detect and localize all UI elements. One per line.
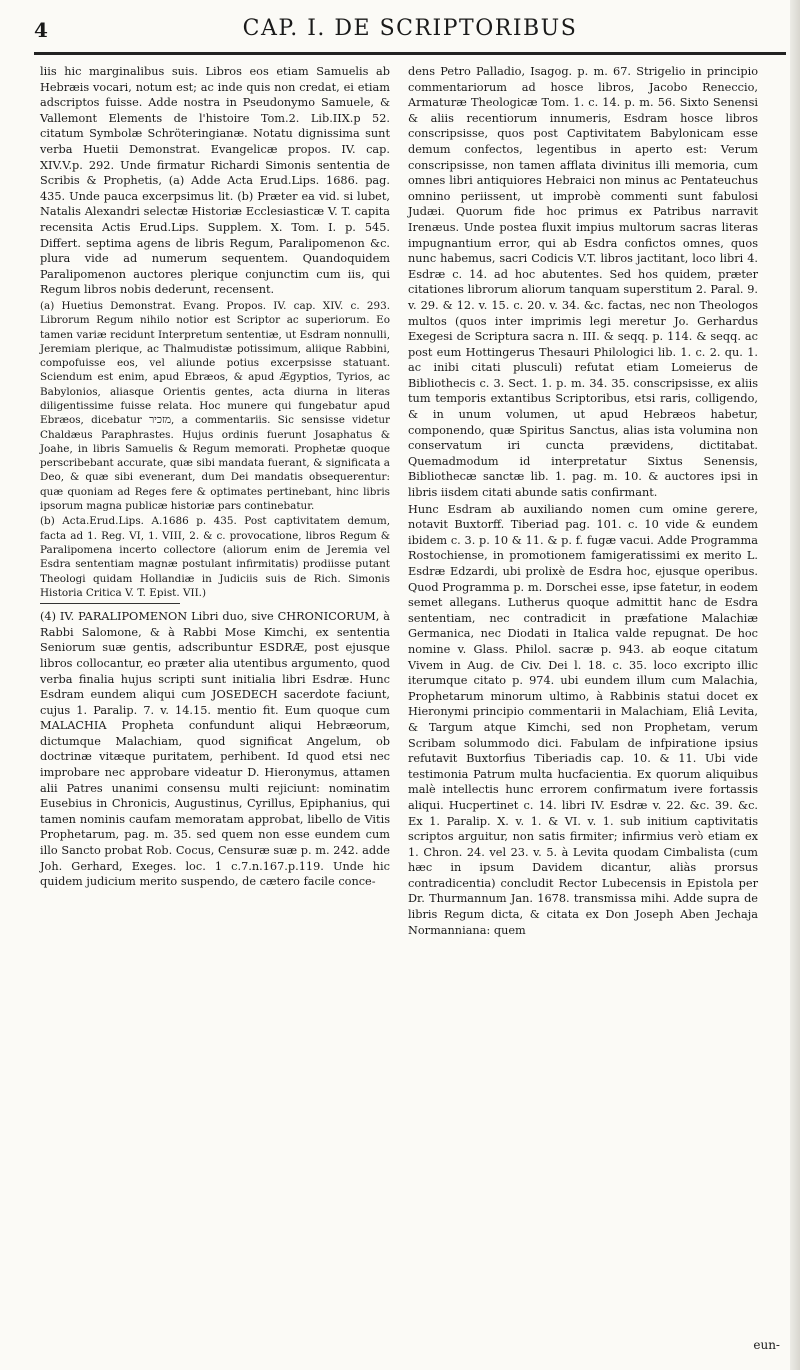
header-rule [34, 52, 786, 55]
page-header [34, 14, 786, 50]
left-column [40, 64, 390, 890]
paralipomenon-section: (4) IV. PARALIPOMENON Libri duo, sive CHRONICORUM, à Rabbi Salomone, & à Rabbi Mose Kimchi, ex sententia Seniorum suæ gentis, adscribuntur ESDRÆ, post ejusque libros collocantur, eo præter alia utentibus argumento, quod verba finalia hujus scripti sunt initialia libri Esdræ. Hunc Esdram eundem aliqui cum JOSEDECH sacerdote faciunt, cujus 1. Paralip. 7. v. 14.15. mentio fit. Eum quoque cum MALACHIA Propheta confundunt aliqui Hebræorum, dictumque Malachiam, quod significat Angelum, ob doctrinæ vitæque puritatem, perhibent. Id quod etsi nec improbare nec approbare videatur D. Hieronymus, attamen alii Patres unanimi consensu multi rejiciunt: nominatim Eusebius in Chronicis, Augustinus, Cyrillus, Epiphanius, qui tamen nominis caufam memoratam approbat, libello de Vitis Prophetarum, pag. m. 35. sed quem non esse eundem cum illo Sancto probat Rob. Cocus, Censuræ suæ p. m. 242. adde Joh. Gerhard, Exeges. loc. 1 c.7.n.167.p.119. Unde hic quidem judicium merito suspendo, de cætero facile conce- [40, 610, 390, 889]
page-number: 4 [34, 18, 48, 42]
catchword: eun- [753, 1338, 780, 1352]
footnote-a: (a) Huetius Demonstrat. Evang. Propos. IV. cap. XIV. c. 293. Librorum Regum nihilo notior est Scriptor ac superiorum. Eo tamen variæ recidunt Interpretum sententiæ, ut Esdram nonnulli, Jeremiam plerique, ac Thalmudistæ potissimum, aliique Rabbini, compofuisse eos, vel aliunde potius excerpsisse statuant. Sciendum est enim, apud Ebræos, & apud Ægyptios, Tyrios, ac Babylonios, aliasque Orientis gentes, acta diurna in literas diligentissime fuisse relata. Hoc munere qui fungebatur apud Ebræos, dicebatur מזכיר, a commentariis. Sic sensisse videtur Chaldæus Paraphrastes. Hujus ordinis fuerunt Josaphatus & Joahe, in libris Samuelis & Regum memorati. Prophetæ quoque perscribebant accurate, quæ sibi mandata fuerant, & significata a Deo, & quæ sibi evenerant, dum Dei mandatis obsequerentur: quæ quoniam ad Reges fere & optimates pertinebant, hinc libris ipsorum magna publicæ historiæ pars continebatur. [40, 299, 390, 513]
right-paragraph: dens Petro Palladio, Isagog. p. m. 67. Strigelio in principio commentariorum ad hosce libros, Jacobo Reneccio, Armaturæ Theologicæ Tom. 1. c. 14. p. m. 56. Sixto Senensi & aliis recentiorum innumeris, Esdram hosce libros conscripsisse, quos post Captivitatem Babylonicam esse demum confectos, legentibus in aperto est: Verum conscripsisse, non tamen afflata divinitus illi memoria, cum omnes libri antiquiores Hebraici non minus ac Pentateuchus omnino periissent, ut improbè commenti sunt fabulosi Judæi. Quorum fide hoc primus ex Patribus narravit Irenæus. Unde postea fluxit impius multorum sacras literas impugnantium error, qui ab Esdra confictos omnes, quos nunc habemus, sacri Codicis V.T. libros jactitant, loco libri 4. Esdræ c. 14. ad hoc abutentes. Sed hos quidem, præter citationes librorum aliorum tanquam superstitum 2. Paral. 9. v. 29. & 12. v. 15. c. 20. v. 34. &c. factas, nec non Theologos multos (quos inter imprimis legi meretur Jo. Gerhardus Exegesi de Scriptura sacra n. III. & seqq. p. 114. & seqq. ac post eum Hottingerus Thesauri Philologici lib. 1. c. 2. qu. 1. ac inibi citati plusculi) refutat etiam Lomeierus de Bibliothecis c. 3. Sect. 1. p. m. 34. 35. conscripsisse, ex aliis tum temporis extantibus Scriptoribus, etsi raris, colligendo, & in unum volumen, ut apud Hebræos habetur, componendo, quæ Spiritus Sanctus, alias ista volumina non conservatum iri cuncta prævidens, dictitabat. Quemadmodum id interpretatur Sixtus Senensis, Bibliothecæ sanctæ lib. 1. pag. m. 10. & auctores ipsi in libris iisdem citati abunde satis confirmant. [408, 65, 758, 500]
section-separator [40, 603, 180, 604]
running-head: CAP. I. DE SCRIPTORIBUS [242, 16, 578, 41]
left-paragraph: liis hic marginalibus suis. Libros eos etiam Samuelis ab Hebræis vocari, notum est; ac inde quis non credat, ei etiam adscriptos fuisse. Adde nostra in Pseudonymo Samuele, & Vallemont Elements de l'histoire Tom.2. Lib.IIX.p 52. citatum Symbolæ Schröteringianæ. Notatu dignissima sunt verba Huetii Demonstrat. Evangelicæ propos. IV. cap. XIV.V.p. 292. Unde firmatur Richardi Simonis sententia de Scribis & Prophetis, (a) Adde Acta Erud.Lips. 1686. pag. 435. Unde pauca excerpsimus lit. (b) Præter ea vid. si lubet, Natalis Alexandri selectæ Historiæ Ecclesiasticæ V. T. capita recensita Actis Erud.Lips. Supplem. X. Tom. I. p. 545. Differt. septima agens de libris Regum, Paralipomenon &c. plura vide ad numerum sequentem. Quandoquidem Paralipomenon auctores plerique conjunctim cum iis, qui Regum libros nobis dederunt, recensent. [40, 65, 390, 297]
page-edge [790, 0, 800, 1370]
right-paragraph: Hunc Esdram ab auxiliando nomen cum omine gerere, notavit Buxtorff. Tiberiad pag. 101. c. 10 vide & eundem ibidem c. 3. p. 10 & 11. & p. f. fugæ vacui. Adde Programma Rostochiense, in promotionem famigeratissimi ex merito L. Esdræ Edzardi, ubi prolixè de Esdra hoc, ejusque operibus. Quod Programma p. m. Dorschei esse, ipse fatetur, in eodem semet allegans. Lutherus quoque admittit hanc de Esdra sententiam, nec contradicit in præfatione Malachiæ Germanica, nec Diodati in Italica valde repugnat. De hoc nomine v. Glass. Philol. sacræ p. 943. ab eoque citatum Vivem in Aug. de Civ. Dei l. 18. c. 35. loco excripto illic iterumque citato p. 974. ubi eundem illum cum Malachia, Prophetarum minorum ultimo, à Rabbinis statui docet ex Hieronymi principio commentarii in Malachiam, Eliâ Levita, & Targum atque Kimchi, sed non Prophetam, verum Scribam solummodo dici. Fabulam de infpiratione ipsius refutavit Buxtorfius Tiberiadis cap. 10. & 11. Ubi vide testimonia Patrum multa hucfacientia. Ex quorum aliquibus malè intellectis hunc errorem confirmatum ivere fortassis aliqui. Hucpertinet c. 14. libri IV. Esdræ v. 22. &c. 39. &c. Ex 1. Paralip. X. v. 1. & VI. v. 1. sub initium captivitatis scriptos arguitur, non satis firmiter; infirmius verò etiam ex 1. Chron. 24. vel 23. v. 5. à Levita quodam Cimbalista (cum hæc in ipsum Davidem dicantur, aliàs prorsus contradicentia) concludit Rector Lubecensis in Epistola per Dr. Thurmannum Jan. 1678. transmissa mihi. Adde supra de libris Regum dicta, & citata ex Don Joseph Aben Jechaja Normanniana: quem [408, 502, 758, 937]
footnote-b: (b) Acta.Erud.Lips. A.1686 p. 435. Post captivitatem demum, facta ad 1. Reg. VI, 1. VIII, 2. & c. provocatione, libros Regum & Paralipomena incerto collectore (aliorum enim de Jeremia vel Esdra sententiam magnæ postulant infirmitatis) prodiisse putant Theologi quidam Hollandiæ in Judiciis suis de Rich. Simonis Historia Critica V. T. Epist. VII.) [40, 515, 390, 599]
right-column [408, 64, 758, 938]
